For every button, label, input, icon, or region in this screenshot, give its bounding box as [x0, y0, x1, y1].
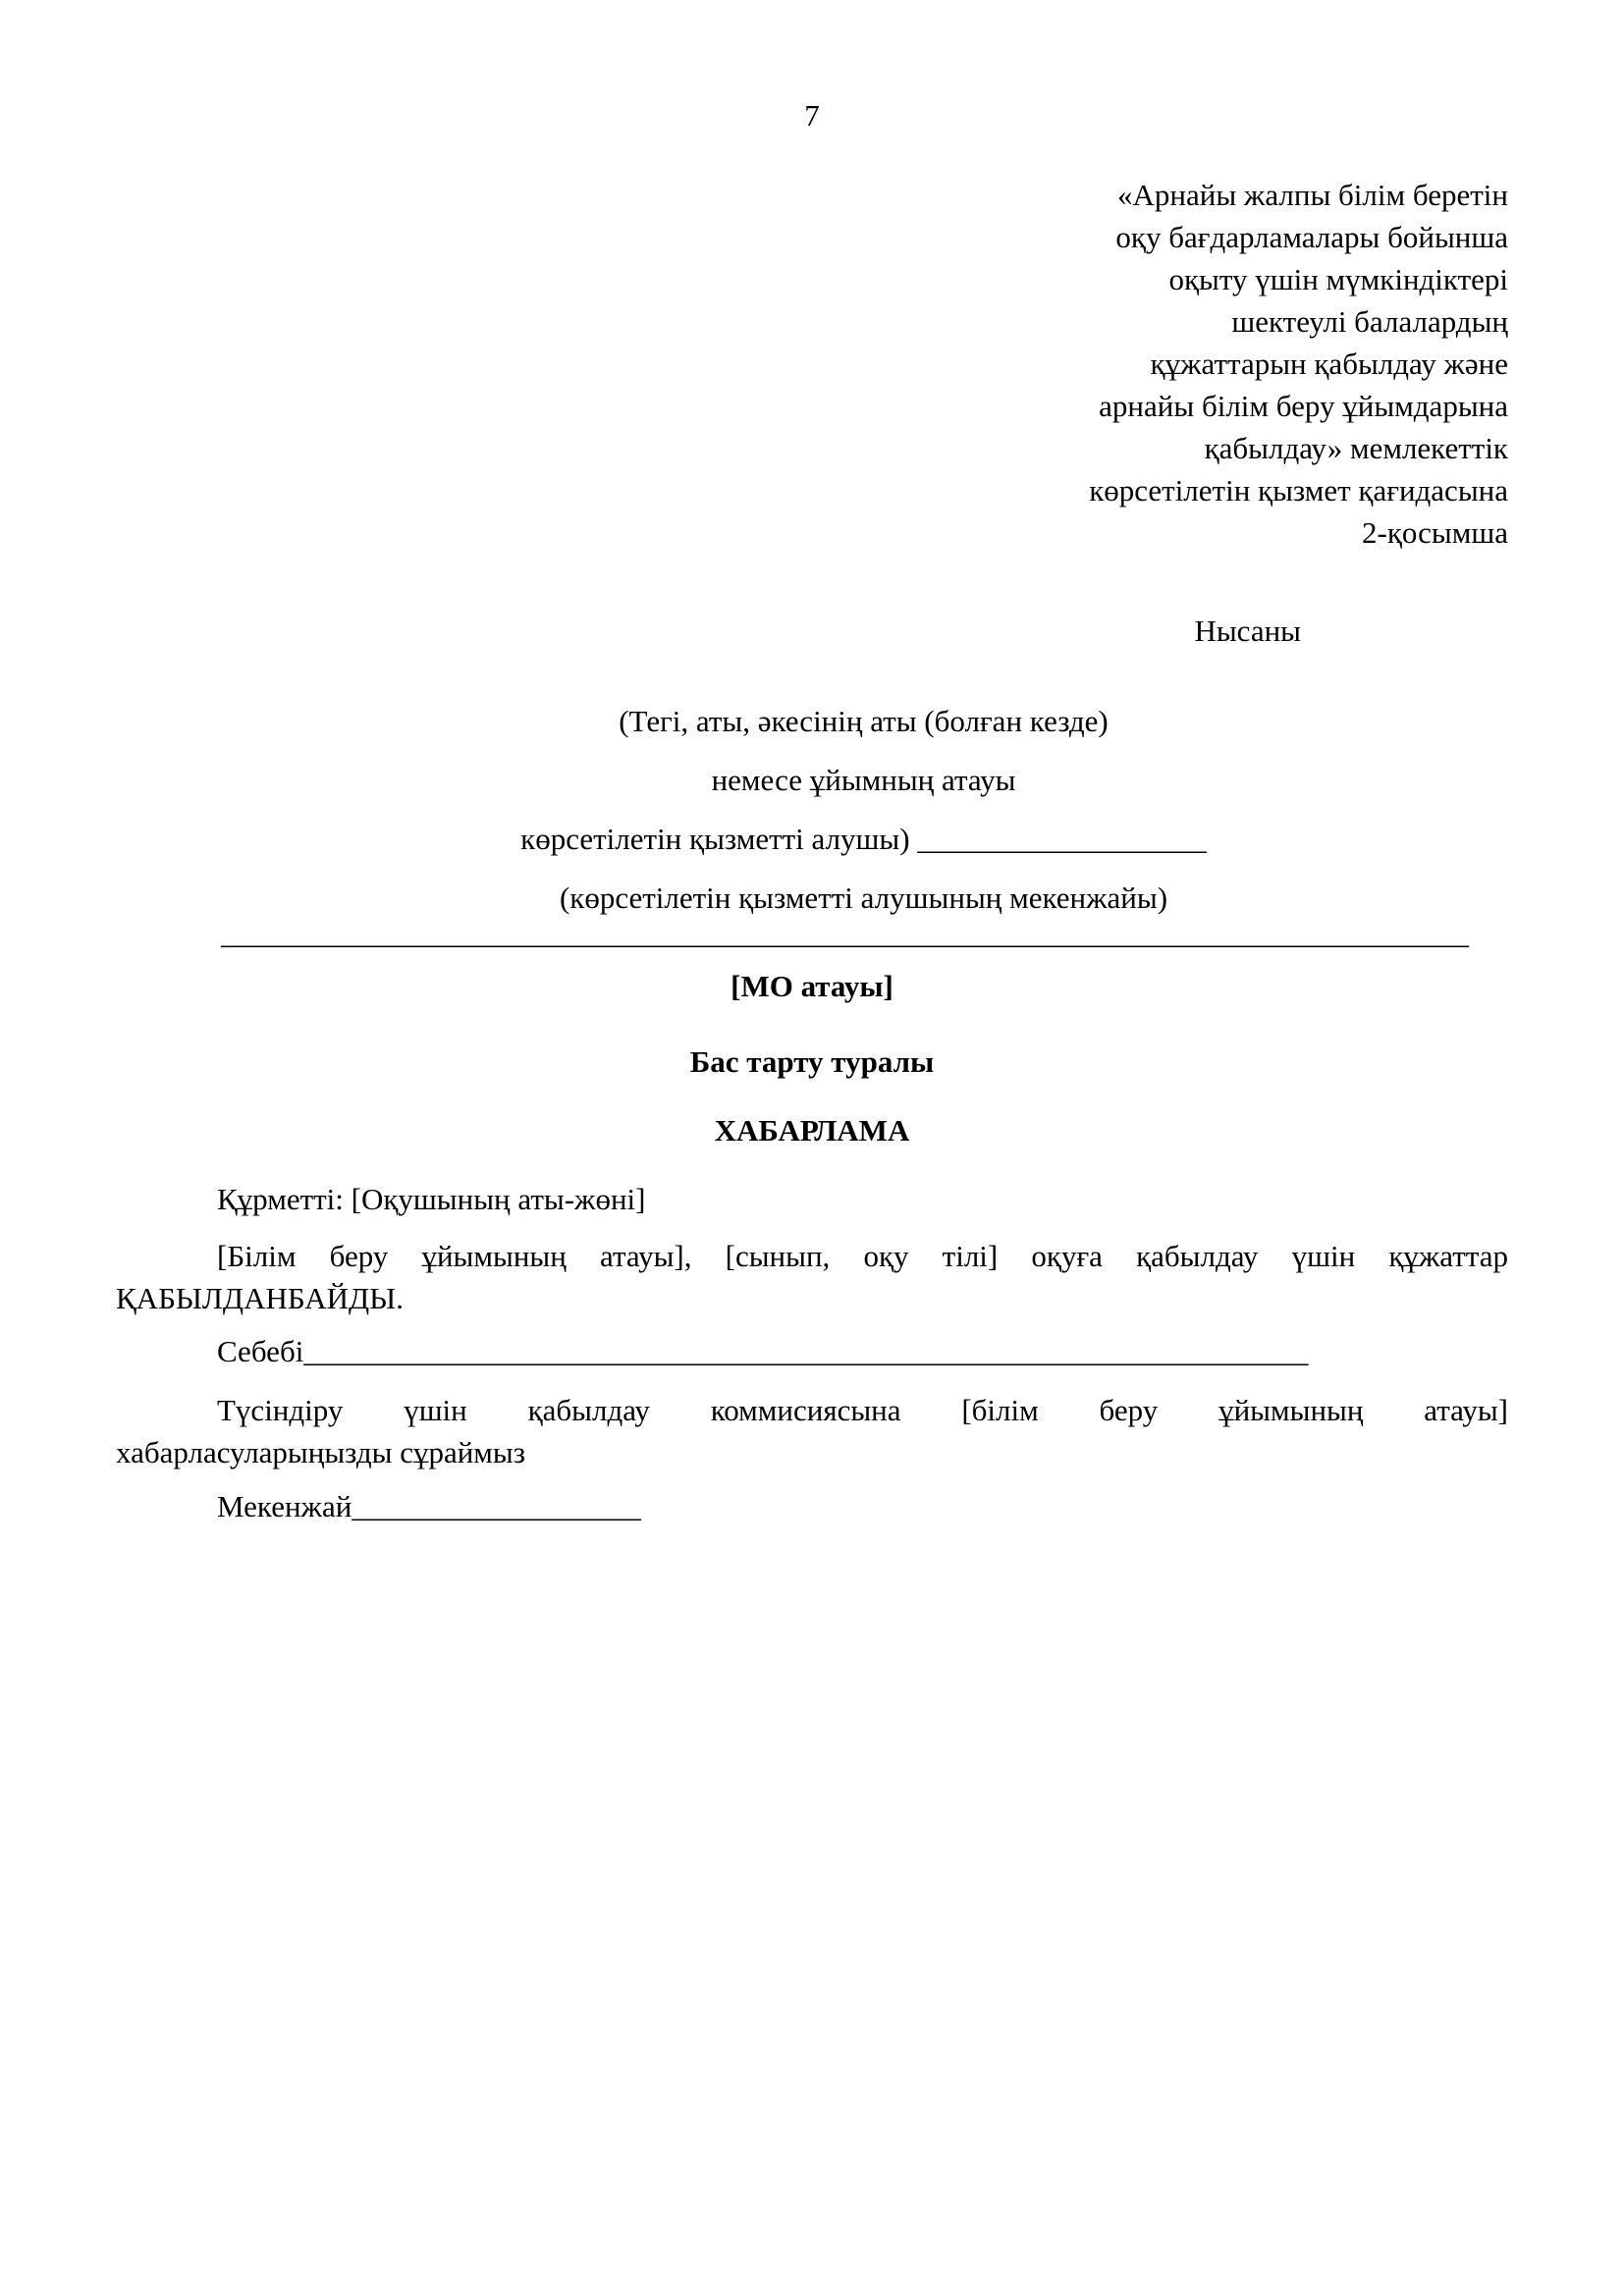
appendix-note: [116, 174, 1508, 554]
appendix-note-line: арнайы білім беру ұйымдарына: [1099, 389, 1508, 423]
appendix-note-line: «Арнайы жалпы білім беретін: [1117, 178, 1508, 212]
recipient-line: немесе ұйымның атауы: [711, 763, 1016, 797]
organization-title: [МО атауы]: [731, 969, 893, 1003]
reason-field: Себебі__________________________________________________________________: [217, 1334, 1309, 1368]
subject-line: Бас тарту туралы: [689, 1044, 935, 1079]
address-field: Мекенжай___________________: [217, 1489, 641, 1523]
appendix-note-line: құжаттарын қабылдау және: [1150, 347, 1508, 381]
recipient-block: [116, 700, 1508, 919]
clarification-line-1: Түсіндіру үшін қабылдау коммисиясына [білім беру ұйымының атауы]: [217, 1393, 1508, 1427]
appendix-note-line: 2-қосымша: [1362, 515, 1508, 550]
clarification-line-2: хабарласуларыңызды сұраймыз: [116, 1435, 526, 1469]
recipient-line: (Тегі, аты, әкесінің аты (болған кезде): [619, 704, 1109, 738]
page-number: 7: [804, 98, 820, 133]
appendix-note-line: шектеулі балалардың: [1231, 304, 1508, 339]
appendix-note-line: көрсетілетін қызмет қағидасына: [1089, 473, 1508, 507]
separator-line: __________________________________________________________________________________: [221, 919, 1469, 948]
salutation: Құрметті: [Оқушының аты-жөні]: [217, 1182, 646, 1216]
refusal-line-1: [Білім беру ұйымының атауы], [сынып, оқу тілі] оқуға қабылдау үшін құжаттар: [217, 1239, 1508, 1273]
document-title: ХАБАРЛАМА: [714, 1113, 910, 1148]
form-label: Нысаны: [1194, 614, 1301, 648]
appendix-note-line: оқу бағдарламалары бойынша: [1115, 220, 1508, 254]
recipient-line-fill-blank: көрсетілетін қызметті алушы) ___________________: [520, 822, 1207, 856]
refusal-line-2: ҚАБЫЛДАНБАЙДЫ.: [116, 1281, 404, 1315]
recipient-line: (көрсетілетін қызметті алушының мекенжайы): [559, 881, 1168, 915]
appendix-note-line: оқыту үшін мүмкіндіктері: [1168, 262, 1508, 296]
appendix-note-line: қабылдау» мемлекеттік: [1204, 431, 1508, 465]
